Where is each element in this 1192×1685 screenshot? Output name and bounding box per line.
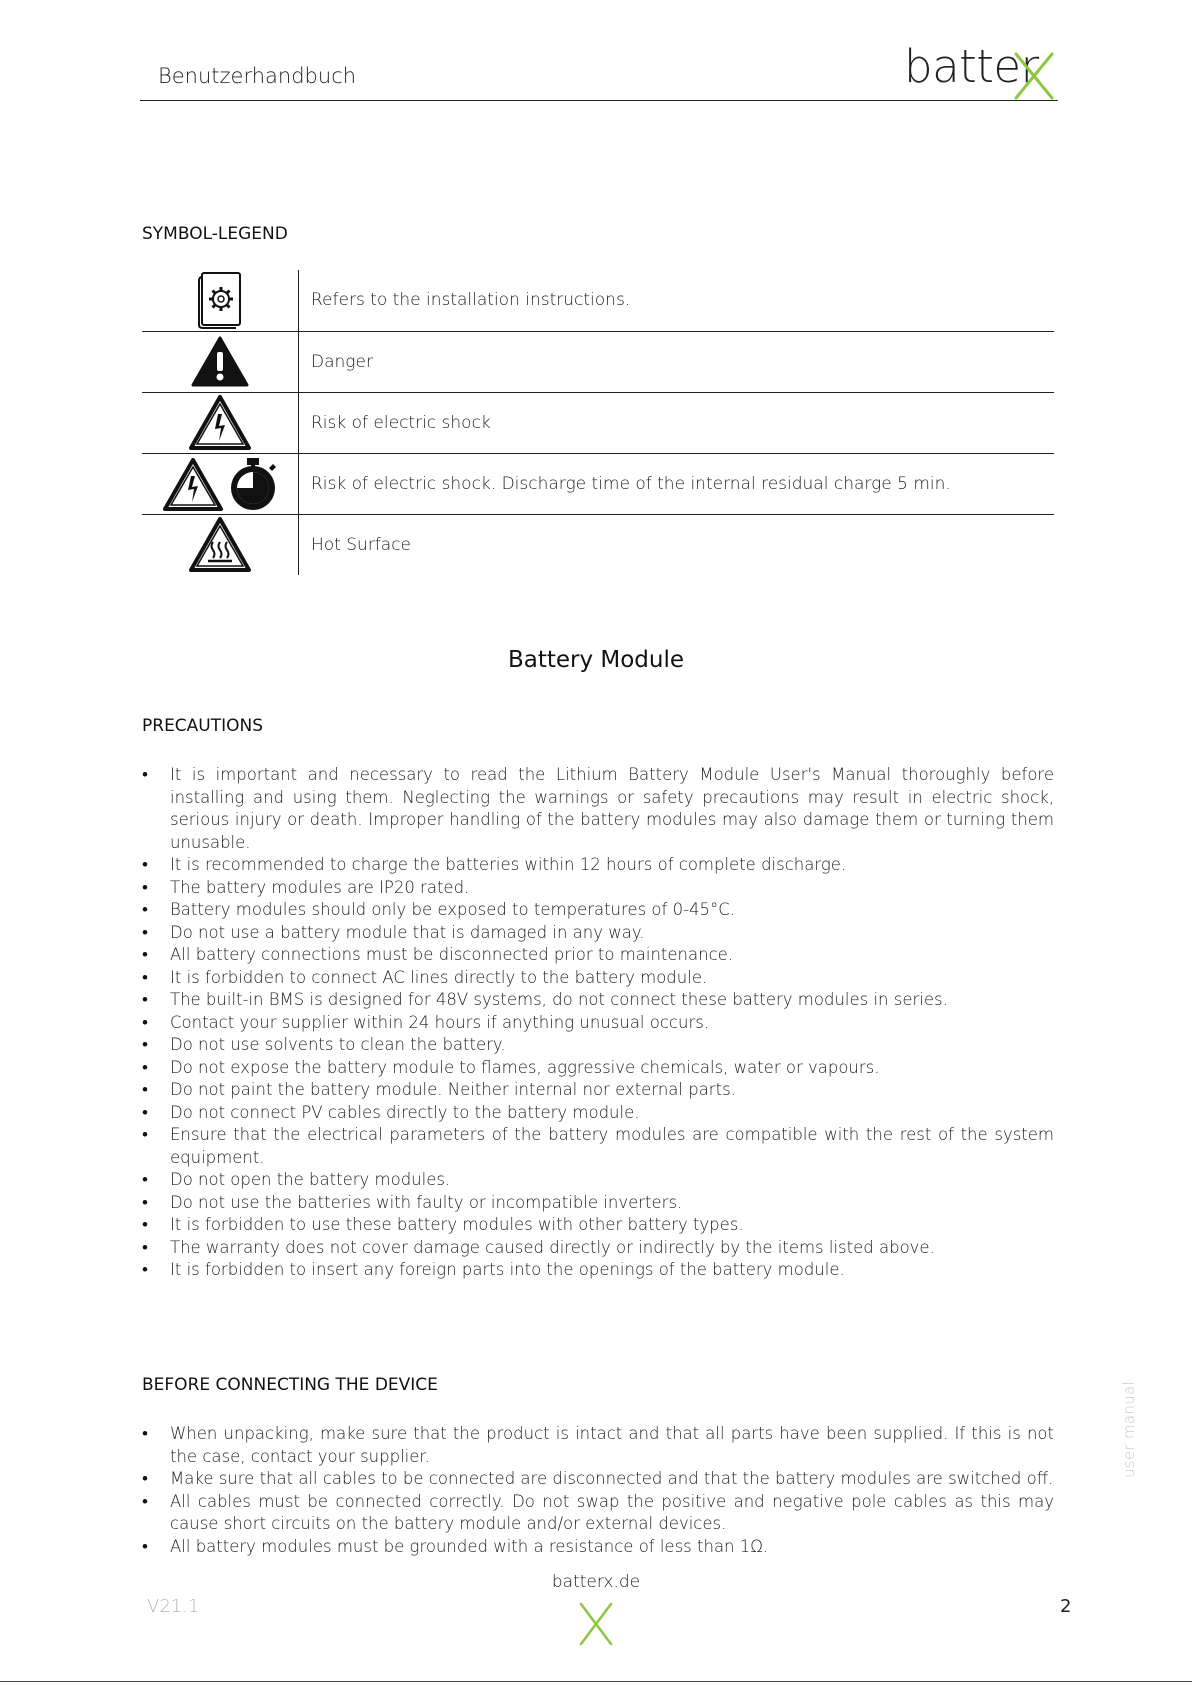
list-item: • The built-in BMS is designed for 48V systems, do not connect these battery modules in series. [142,989,1054,1012]
side-label: user manual [1120,1381,1138,1478]
list-item: • Do not use solvents to clean the battery. [142,1034,1054,1057]
before-connecting-list [142,1423,1054,1558]
list-item: • When unpacking, make sure that the product is intact and that all parts have been supplied. If this is not the case, contact your supplier. [142,1423,1054,1468]
legend-text: Hot Surface [299,514,1055,575]
legend-row [142,270,1054,331]
list-item: • Make sure that all cables to be connected are disconnected and that the battery modules are switched off. [142,1468,1054,1491]
footer-website: batterx.de [551,1572,641,1592]
list-item: • Do not paint the battery module. Neither internal nor external parts. [142,1079,1054,1102]
precautions-heading: PRECAUTIONS [142,716,264,736]
list-item: • The warranty does not cover damage caused directly or indirectly by the items listed above. [142,1237,1054,1260]
document-title: Battery Module [507,647,685,673]
list-item: • It is recommended to charge the batteries within 12 hours of complete discharge. [142,854,1054,877]
electric-shock-timer-icon [162,455,278,513]
list-item: • Do not use the batteries with faulty or incompatible inverters. [142,1192,1054,1215]
list-item: • All battery modules must be grounded with a resistance of less than 1Ω. [142,1536,1054,1559]
danger-icon [190,335,250,389]
list-item: • It is important and necessary to read the Lithium Battery Module User's Manual thoroughly before installing and using them. Neglecting the warnings or safety precautions may result in electric shock, serious injury or death. Improper handling of the battery modules may also damage them or turning them unusable. [142,764,1054,854]
list-item: • Ensure that the electrical parameters of the battery modules are compatible with the rest of the system equipment. [142,1124,1054,1169]
footer-version: V21.1 [147,1596,200,1617]
header-title: Benutzerhandbuch [158,64,357,88]
logo-x-icon [1012,52,1056,100]
list-item: • The battery modules are IP20 rated. [142,877,1054,900]
electric-shock-icon [188,394,252,452]
legend-row [142,453,1054,514]
legend-row [142,331,1054,392]
header-rule [140,100,1058,101]
hot-surface-icon [188,516,252,574]
list-item: • Do not open the battery modules. [142,1169,1054,1192]
legend-text: Danger [299,331,1055,392]
legend-text: Risk of electric shock. Discharge time of the internal residual charge 5 min. [299,453,1055,514]
symbol-legend-table [142,270,1054,575]
list-item: • Do not expose the battery module to flames, aggressive chemicals, water or vapours. [142,1057,1054,1080]
legend-text: Refers to the installation instructions. [311,290,631,311]
list-item: • Battery modules should only be exposed to temperatures of 0-45°C. [142,899,1054,922]
list-item: • Do not connect PV cables directly to the battery module. [142,1102,1054,1125]
list-item: • It is forbidden to connect AC lines directly to the battery module. [142,967,1054,990]
list-item: • Do not use a battery module that is damaged in any way. [142,922,1054,945]
list-item: • Contact your supplier within 24 hours if anything unusual occurs. [142,1012,1054,1035]
legend-text: Risk of electric shock [299,392,1055,453]
before-connecting-heading: BEFORE CONNECTING THE DEVICE [142,1375,438,1395]
precautions-list [142,764,1054,1282]
list-item: • All cables must be connected correctly. Do not swap the positive and negative pole cables as this may cause short circuits on the battery module and/or external devices. [142,1491,1054,1536]
page-number: 2 [1060,1596,1072,1617]
list-item: • All battery connections must be disconnected prior to maintenance. [142,944,1054,967]
list-item: • It is forbidden to insert any foreign parts into the openings of the battery module. [142,1259,1054,1282]
symbol-legend-heading: SYMBOL-LEGEND [142,224,288,244]
list-item: • It is forbidden to use these battery modules with other battery types. [142,1214,1054,1237]
logo-text: batter [904,40,1039,93]
installation-manual-icon [196,271,244,329]
footer-x-logo-icon [578,1602,614,1646]
legend-row [142,514,1054,575]
legend-row [142,392,1054,453]
batterx-logo [904,40,1064,102]
bottom-rule [0,1681,1192,1682]
